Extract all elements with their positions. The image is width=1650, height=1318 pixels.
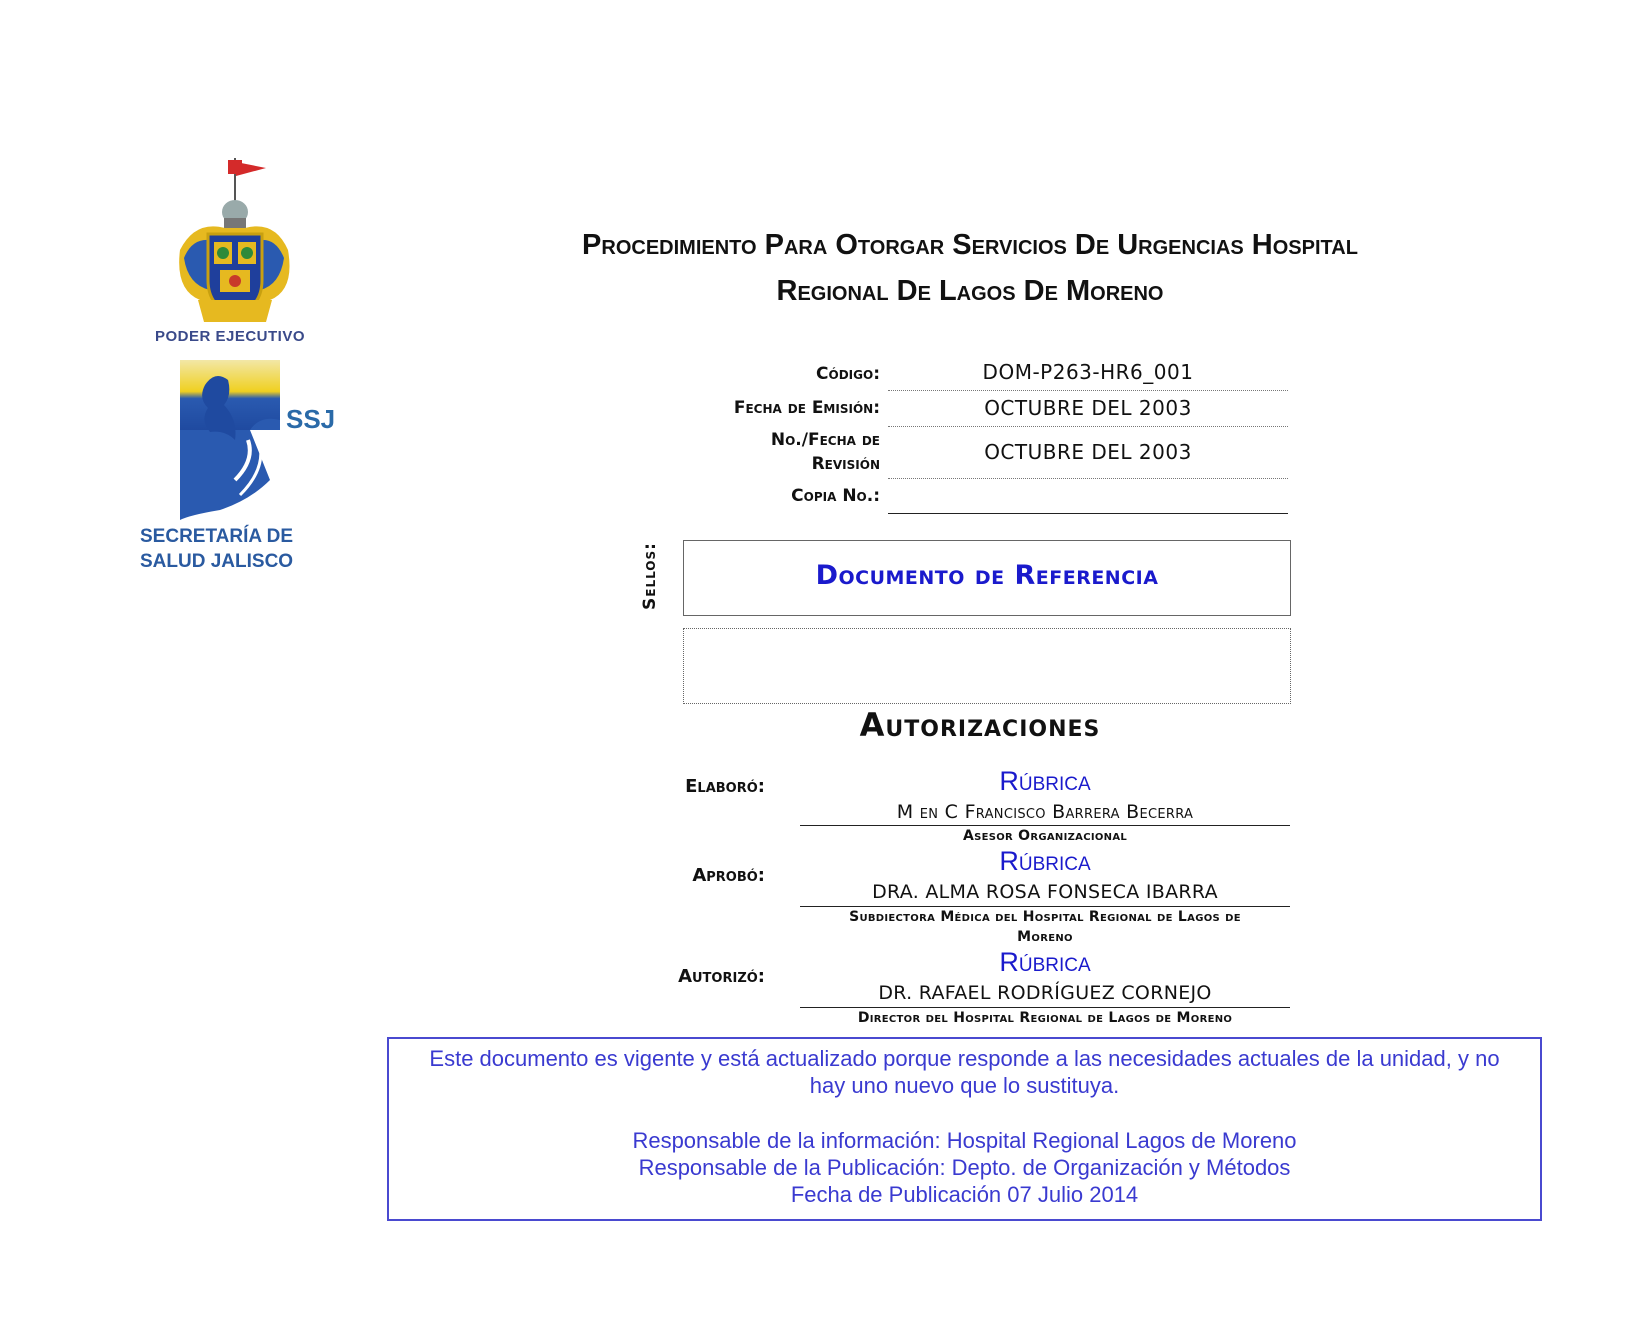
- ssj-logo: [180, 360, 350, 525]
- secretaria-line2: SALUD JALISCO: [140, 551, 294, 572]
- autorizo-name: DR. RAFAEL RODRÍGUEZ CORNEJO: [878, 982, 1212, 1004]
- fecha-emision-divider: [888, 426, 1288, 427]
- autorizo-role: Director del Hospital Regional de Lagos de Moreno: [857, 1010, 1233, 1026]
- revision-label: [771, 428, 880, 476]
- aprobo-name: DRA. ALMA ROSA FONSECA IBARRA: [872, 881, 1218, 903]
- document-title: [395, 222, 1545, 314]
- ssj-label: SSJ: [286, 404, 336, 434]
- revision-label-line2: Revisión: [811, 454, 880, 474]
- revision-value: OCTUBRE DEL 2003: [984, 440, 1192, 464]
- poder-ejecutivo-label: PODER EJECUTIVO: [154, 328, 306, 345]
- autorizaciones-heading: Autorizaciones: [859, 706, 1101, 744]
- responsable-informacion: Responsable de la información: Hospital Regional Lagos de Moreno: [632, 1128, 1297, 1153]
- fecha-emision-label: Fecha de Emisión:: [733, 398, 880, 418]
- codigo-label: Código:: [816, 364, 880, 384]
- elaboro-label: Elaboró:: [685, 776, 765, 797]
- title-line2: Regional De Lagos De Moreno: [776, 275, 1164, 307]
- poder-ejecutivo-coat-of-arms-logo: [170, 150, 330, 350]
- elaboro-role: Asesor Organizacional: [962, 828, 1128, 844]
- revision-label-line1: No./Fecha de: [770, 430, 880, 450]
- elaboro-name: M en C Francisco Barrera Becerra: [896, 801, 1194, 823]
- codigo-divider: [888, 390, 1288, 391]
- sello-box-empty: [683, 628, 1291, 704]
- autorizo-label: Autorizó:: [678, 966, 765, 987]
- responsable-publicacion: Responsable de la Publicación: Depto. de Organización y Métodos: [638, 1155, 1291, 1180]
- sellos-label: Sellos:: [640, 542, 660, 610]
- aprobo-role-line1: Subdiectora Médica del Hospital Regional de Lagos de: [849, 909, 1241, 925]
- revision-divider: [888, 478, 1288, 479]
- note-line1: Este documento es vigente y está actualizado porque responde a las necesidades actuales de la unidad, y no: [429, 1046, 1500, 1071]
- aprobo-label: Aprobó:: [692, 865, 765, 886]
- note-line2: hay uno nuevo que lo sustituya.: [809, 1073, 1120, 1098]
- fecha-publicacion: Fecha de Publicación 07 Julio 2014: [790, 1182, 1139, 1207]
- copia-divider: [888, 513, 1288, 514]
- aprobo-role: [808, 907, 1282, 947]
- secretaria-line1: SECRETARÍA DE: [140, 526, 294, 547]
- secretaria-salud-jalisco-label: [140, 524, 320, 574]
- codigo-value: DOM-P263-HR6_001: [982, 360, 1194, 384]
- elaboro-rubrica: Rúbrica: [999, 766, 1091, 796]
- aprobo-role-line2: Moreno: [1017, 929, 1073, 945]
- copia-label: Copia No.:: [791, 486, 880, 506]
- fecha-emision-value: OCTUBRE DEL 2003: [984, 396, 1192, 420]
- title-line1: Procedimiento Para Otorgar Servicios De Urgencias Hospital: [582, 229, 1358, 261]
- autorizo-rubrica: Rúbrica: [999, 947, 1091, 977]
- aprobo-rubrica: Rúbrica: [999, 846, 1091, 876]
- documento-referencia-stamp: Documento de Referencia: [815, 560, 1159, 591]
